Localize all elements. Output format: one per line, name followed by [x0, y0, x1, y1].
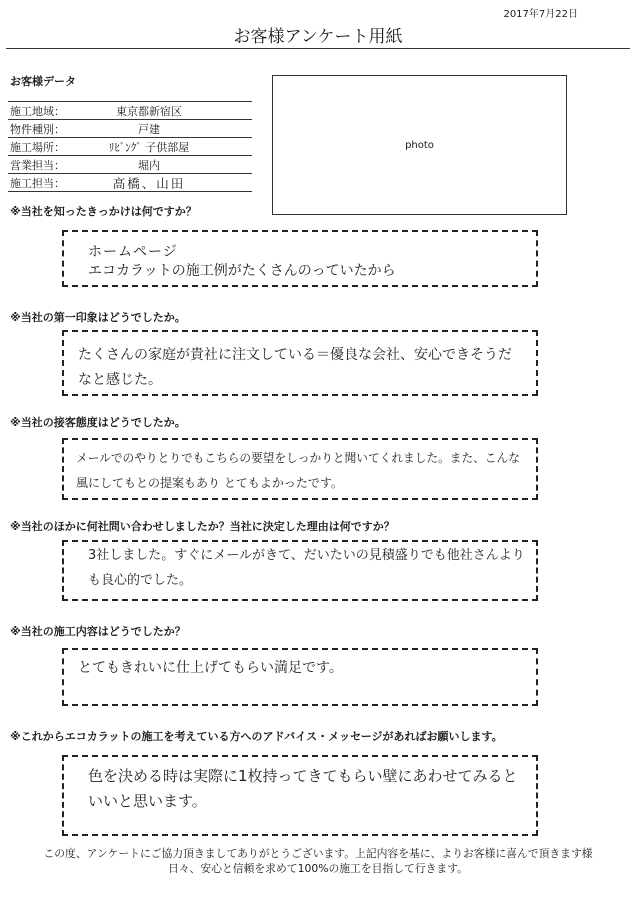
data-label: 施工地域： [10, 104, 65, 118]
answer-line: いいと思います。 [88, 792, 207, 810]
answer-box-3 [62, 438, 538, 500]
photo-placeholder [272, 75, 567, 215]
answer-line: たくさんの家庭が貴社に注文している＝優良な会社、安心できそうだ [78, 347, 512, 363]
data-label: 施工場所： [10, 140, 65, 154]
answer-line: も良心的でした。 [88, 573, 193, 588]
footer-line-2: 日々、安心と信頼を求めて100%の施工を目指して行きます。 [168, 862, 468, 875]
answer-box-6 [62, 755, 538, 836]
data-row-installer [8, 174, 252, 192]
answer-line: 風にしてもとの提案もあり とてもよかったです。 [76, 476, 343, 490]
answer-line: ホームページ [88, 244, 178, 260]
answer-line: メールでのやりとりでもこちらの要望をしっかりと聞いてくれました。また、こんな [76, 451, 520, 465]
footer-line-1: この度、アンケートにご協力頂きましてありがとうございます。上記内容を基に、よりお客様に喜んで頂きます様 [43, 847, 593, 860]
survey-date: 2017年7月22日 [503, 9, 578, 20]
question-3: ※当社の接客態度はどうでしたか。 [10, 416, 186, 429]
page-title: お客様アンケート用紙 [233, 27, 403, 47]
answer-box-1 [62, 230, 538, 287]
answer-line: なと感じた。 [78, 372, 162, 388]
answer-box-5 [62, 648, 538, 706]
question-4: ※当社のほかに何社問い合わせしましたか？当社に決定した理由は何ですか？ [10, 520, 395, 533]
question-6: ※これからエコカラットの施工を考えている方へのアドバイス・メッセージがあればお願いします。 [10, 730, 503, 743]
customer-data-heading: お客様データ [10, 75, 76, 88]
data-row-location [8, 138, 252, 156]
data-value: 戸建 [138, 122, 160, 136]
answer-box-4 [62, 540, 538, 601]
answer-line: 色を決める時は実際に1枚持ってきてもらい壁にあわせてみると [88, 767, 518, 785]
data-label: 営業担当： [10, 158, 65, 172]
title-divider [6, 48, 630, 49]
data-label: 物件種別： [10, 122, 65, 136]
answer-line: とてもきれいに仕上げてもらい満足です。 [78, 660, 343, 676]
data-value: 堀内 [138, 158, 160, 172]
photo-label: photo [405, 139, 434, 151]
answer-line: エコカラットの施工例がたくさんのっていたから [88, 263, 396, 279]
data-value: 東京都新宿区 [116, 104, 182, 118]
customer-data-table [8, 101, 252, 192]
data-row-area [8, 102, 252, 120]
answer-line: 3社しました。すぐにメールがきて、だいたいの見積盛りでも他社さんより [88, 548, 525, 563]
data-value-handwritten: 高橋、山田 [112, 175, 186, 191]
data-value: ﾘﾋﾞﾝｸﾞ 子供部屋 [108, 140, 190, 154]
question-1: ※当社を知ったきっかけは何ですか？ [10, 205, 197, 218]
question-5: ※当社の施工内容はどうでしたか？ [10, 625, 186, 638]
data-row-property-type [8, 120, 252, 138]
data-row-sales-rep [8, 156, 252, 174]
data-label: 施工担当： [10, 176, 65, 190]
question-2: ※当社の第一印象はどうでしたか。 [10, 311, 186, 324]
answer-box-2 [62, 330, 538, 396]
